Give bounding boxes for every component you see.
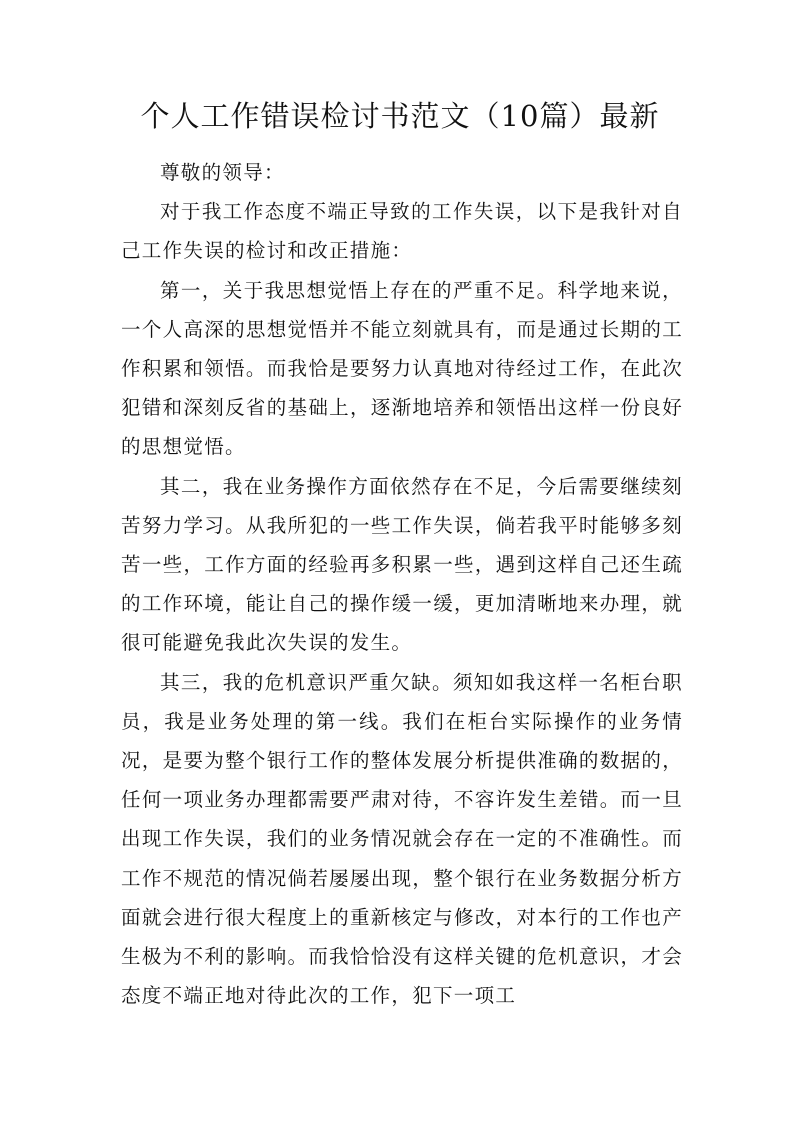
document-body (121, 153, 683, 1015)
point-three-paragraph: 其三，我的危机意识严重欠缺。须知如我这样一名柜台职员，我是业务处理的第一线。我们在柜台实际操作的业务情况，是要为整个银行工作的整体发展分析提供准确的数据的，任何一项业务办理都需要严肃对待，不容许发生差错。而一旦出现工作失误，我们的业务情况就会存在一定的不准确性。而工作不规范的情况倘若屡屡出现，整个银行在业务数据分析方面就会进行很大程度上的重新核定与修改，对本行的工作也产生极为不利的影响。而我恰恰没有这样关键的危机意识，才会态度不端正地对待此次的工作，犯下一项工 (121, 670, 683, 1008)
salutation-paragraph: 尊敬的领导： (160, 161, 285, 184)
document-title: 个人工作错误检讨书范文（10篇）最新 (140, 99, 660, 133)
intro-paragraph: 对于我工作态度不端正导致的工作失误，以下是我针对自己工作失误的检讨和改正措施： (121, 200, 683, 263)
point-one-paragraph: 第一，关于我思想觉悟上存在的严重不足。科学地来说，一个人高深的思想觉悟并不能立刻就具有，而是通过长期的工作积累和领悟。而我恰是要努力认真地对待经过工作，在此次犯错和深刻反省的基础上，逐渐地培养和领悟出这样一份良好的思想觉悟。 (121, 278, 683, 459)
point-two-paragraph: 其二，我在业务操作方面依然存在不足，今后需要继续刻苦努力学习。从我所犯的一些工作失误，倘若我平时能够多刻苦一些，工作方面的经验再多积累一些，遇到这样自己还生疏的工作环境，能让自己的操作缓一缓，更加清晰地来办理，就很可能避免我此次失误的发生。 (121, 474, 683, 655)
